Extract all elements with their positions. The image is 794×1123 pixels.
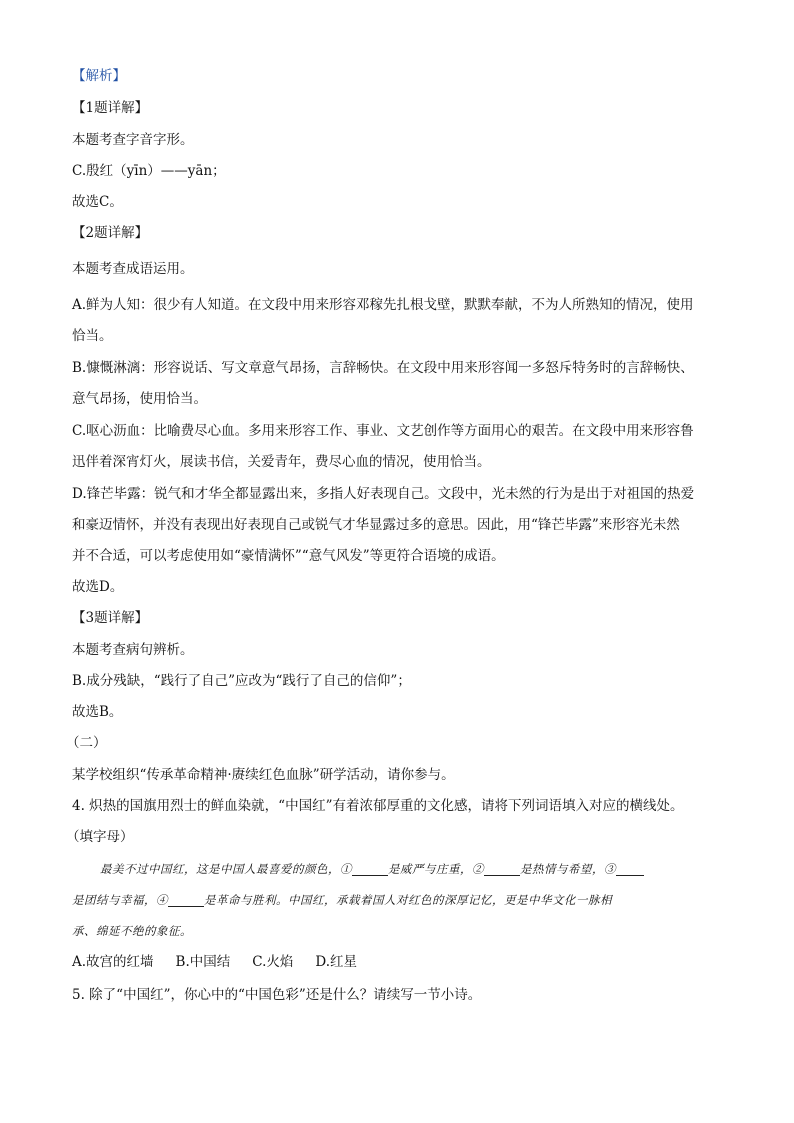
q1-answer-note: C.殷红（yīn）——yān； [72,163,226,179]
q2-option-b-line1: B.慷慨淋漓：形容说话、写文章意气昂扬，言辞畅快。在文段中用来形容闻一多怒斥特务时的言辞畅快、 [72,360,694,376]
passage-seg3: 是热情与希望， [520,862,604,876]
passage-line2 [72,890,612,910]
blank-2 [484,861,520,876]
passage-seg2: 是威严与庄重， [388,862,472,876]
q2-option-a-line1: A.鲜为人知：很少有人知道。在文段中用来形容邓稼先扎根戈壁，默默奉献，不为人所熟知的情况，使用 [72,297,694,313]
blank-3 [616,861,644,876]
option-c: C.火焰 [252,954,294,970]
q2-option-d-line1: D.锋芒毕露：锐气和才华全都显露出来，多指人好表现自己。文段中，光未然的行为是出于对祖国的热爱 [72,486,695,502]
passage-seg4: 是团结与幸福， [72,893,156,907]
q2-topic: 本题考查成语运用。 [72,261,194,277]
q1-choice: 故选C。 [72,194,123,210]
blank-marker-2: ② [472,862,484,876]
q1-detail-heading: 【1题详解】 [72,100,149,116]
q2-option-c-line1: C.呕心沥血：比喻费尽心血。多用来形容工作、事业、文艺创作等方面用心的艰苦。在文段中用来形容鲁 [72,423,694,439]
q2-option-d-line3: 并不合适，可以考虑使用如“豪情满怀”“意气风发”等更符合语境的成语。 [72,548,505,564]
blank-4 [168,892,204,907]
q2-choice: 故选D。 [72,579,124,595]
question-5: 5. 除了“中国红”，你心中的“中国色彩”还是什么？请续写一节小诗。 [72,987,482,1003]
blank-marker-3: ③ [604,862,616,876]
question-4-line1: 4. 炽热的国旗用烈士的鲜血染就，“中国红”有着浓郁厚重的文化感，请将下列词语填入对应的横线处。 [72,798,684,814]
blank-1 [352,861,388,876]
q2-option-b-line2: 意气昂扬，使用恰当。 [72,391,207,407]
q2-detail-heading: 【2题详解】 [72,225,149,241]
q1-topic: 本题考查字音字形。 [72,132,194,148]
q3-answer-note: B.成分残缺，“践行了自己”应改为“践行了自己的信仰”； [72,673,411,689]
question-4-line2: （填字母） [66,829,134,845]
q2-option-a-line2: 恰当。 [72,328,113,344]
option-d: D.红星 [315,954,358,970]
q3-choice: 故选B。 [72,704,123,720]
q2-option-c-line2: 迅伴着深宵灯火，展读书信，关爱青年，费尽心血的情况，使用恰当。 [72,454,491,470]
blank-marker-4: ④ [156,893,168,907]
option-b: B.中国结 [175,954,231,970]
passage-seg5: 是革命与胜利。中国红，承载着国人对红色的深厚记忆，更是中华文化一脉相 [204,893,612,907]
section-two-heading: （二） [66,735,107,751]
q3-topic: 本题考查病句辨析。 [72,642,194,658]
passage-seg1: 最美不过中国红，这是中国人最喜爱的颜色， [100,862,340,876]
q2-option-d-line2: 和豪迈情怀，并没有表现出好表现自己或锐气才华显露过多的意思。因此，用“锋芒毕露”来形容光未然 [72,517,680,533]
blank-marker-1: ① [340,862,352,876]
q3-detail-heading: 【3题详解】 [72,610,149,626]
option-a: A.故宫的红墙 [72,954,154,970]
question-4-options [72,952,379,972]
activity-intro: 某学校组织“传承革命精神·赓续红色血脉”研学活动，请你参与。 [72,767,455,783]
passage-line1 [100,859,644,879]
analysis-heading: 【解析】 [72,68,126,84]
passage-line3: 承、绵延不绝的象征。 [72,924,192,938]
